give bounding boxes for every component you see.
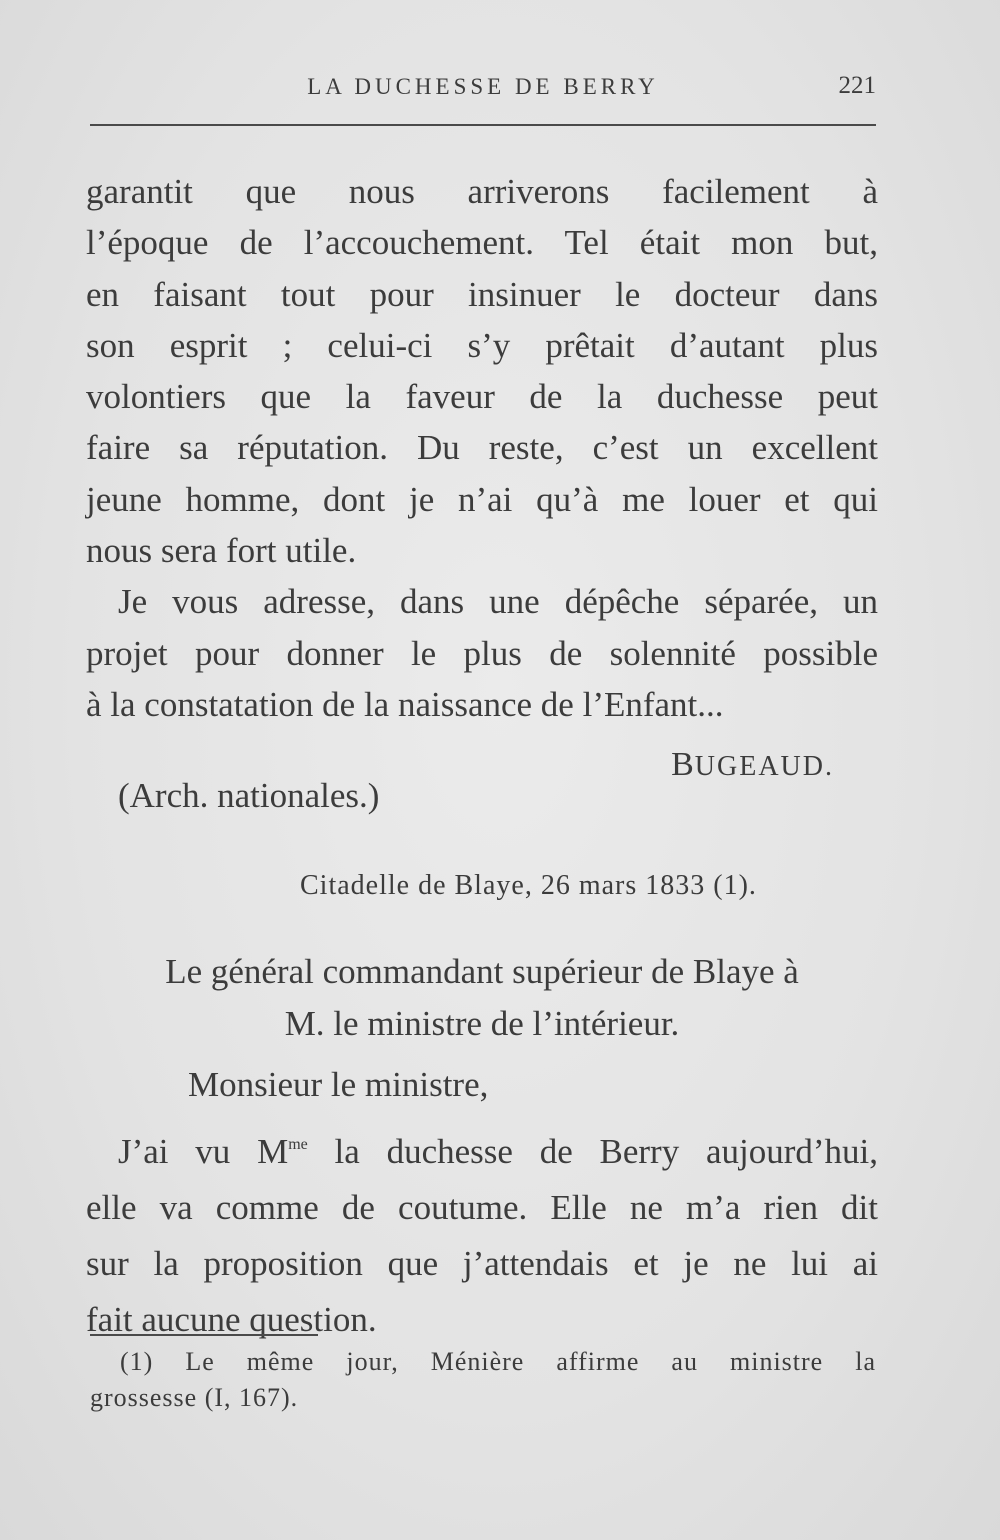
text-line: garantit que nous arriverons facilement à: [86, 172, 878, 211]
running-title: LA DUCHESSE DE BERRY: [307, 74, 659, 99]
page-header: [90, 70, 876, 110]
text-line: son esprit ; celui-ci s’y prêtait d’autant plus: [86, 325, 878, 365]
dateline: Citadelle de Blaye, 26 mars 1833 (1).: [300, 870, 757, 901]
salutation: Monsieur le ministre,: [188, 1065, 489, 1104]
page-number: 221: [838, 72, 876, 99]
footnote: [90, 1344, 876, 1416]
letter-body: [86, 166, 878, 730]
superscript-abbreviation: me: [288, 1136, 308, 1153]
paragraph-1: [86, 166, 878, 576]
header-rule: [90, 124, 876, 126]
text-line: [86, 1117, 878, 1180]
footnote-line: grossesse (I, 167).: [90, 1383, 299, 1412]
text-fragment: J’ai vu M: [118, 1132, 289, 1171]
text-line: fait aucune question.: [86, 1300, 377, 1339]
text-line: elle va comme de coutume. Elle ne m’a rien dit: [86, 1188, 878, 1227]
text-line: l’époque de l’accouchement. Tel était mon but,: [86, 223, 878, 263]
signature-initial: B: [671, 746, 695, 783]
text-line: en faisant tout pour insinuer le docteur dans: [86, 274, 878, 314]
text-line: Je vous adresse, dans une dépêche séparée, un: [118, 582, 878, 622]
paragraph-2: [86, 576, 878, 730]
text-line: jeune homme, dont je n’ai qu’à me louer et qui: [86, 479, 878, 519]
signature-rest: UGEAUD.: [694, 751, 834, 782]
text-line: nous sera fort utile.: [86, 531, 357, 571]
addressee-line: Le général commandant supérieur de Blaye à: [165, 952, 799, 991]
archive-source: (Arch. nationales.): [118, 776, 380, 815]
signature: [671, 746, 834, 784]
text-line: projet pour donner le plus de solennité possible: [86, 633, 878, 673]
text-fragment: la duchesse de Berry aujourd’hui,: [307, 1132, 879, 1171]
addressee-line: M. le ministre de l’intérieur.: [284, 1004, 680, 1043]
text-line: volontiers que la faveur de la duchesse peut: [86, 377, 878, 417]
text-line: sur la proposition que j’attendais et je ne lui ai: [86, 1244, 878, 1283]
letter-2-body: [86, 1117, 878, 1348]
text-line: faire sa réputation. Du reste, c’est un excellent: [86, 428, 878, 468]
footnote-line: (1) Le même jour, Ménière affirme au ministre la: [120, 1347, 876, 1376]
text-line: à la constatation de la naissance de l’Enfant...: [86, 684, 724, 724]
addressee: [86, 946, 878, 1050]
footnote-rule: [90, 1334, 318, 1336]
